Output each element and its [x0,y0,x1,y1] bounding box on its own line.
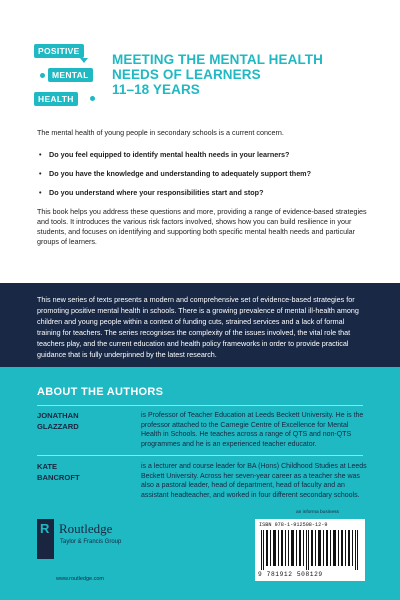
publisher-url: www.routledge.com [56,576,104,582]
publisher-name: Routledge [59,521,113,536]
logo-chip-positive: POSITIVE [34,44,84,58]
author-first-name: JONATHAN [37,411,79,420]
routledge-logo [37,519,54,559]
title-line-2: NEEDS OF LEARNERS [112,67,261,82]
informa-tagline: an informa business [296,510,339,515]
question-item [37,169,367,179]
series-description: This new series of texts presents a modern and comprehensive set of evidence-based strategies for promoting positive mental health in schools. There is a growing prevalence of mental ill-health among children and young people within a context of funding cuts, strained services and a lack of formal training for teachers. The series recognises the complexity of the issues involved, the vital role that teachers play, and the current education and health policy frameworks in order to provide practical guidance that is fully underpinned by the latest research. [37,295,359,359]
about-heading: ABOUT THE AUTHORS [37,386,164,398]
title-line-1: MEETING THE MENTAL HEALTH [112,52,323,67]
question-text: Do you have the knowledge and understanding to adequately support them? [49,169,311,178]
question-text: Do you understand where your responsibilities start and stop? [49,188,264,197]
author-last-name: BANCROFT [37,473,80,482]
bullet-icon: • [39,169,42,178]
author-first-name: KATE [37,462,58,471]
title-line-3: 11–18 YEARS [112,82,200,97]
intro-body: This book helps you address these questions and more, providing a range of evidence-based strategies and tools. It introduces the various risk factors involved, shows how you can build resilience in your students, and focuses on identifying and supporting both specific mental health needs and particular groups of learners. [37,207,367,246]
author-last-name: GLAZZARD [37,422,79,431]
bullet-icon: • [39,188,42,197]
barcode [255,519,365,581]
intro-lead: The mental health of young people in secondary schools is a current concern. [37,128,284,137]
bullet-icon: • [39,150,42,159]
speech-tail-icon [80,58,88,63]
cover-header [0,0,400,124]
question-item [37,150,367,160]
logo-chip-health: HEALTH [34,92,78,106]
author-name [37,461,127,483]
divider [37,455,363,456]
author-bio: is Professor of Teacher Education at Leeds Beckett University. He is the professor attached to the Carnegie Centre of Excellence for Mental Health in Schools. He teaches across a range of QTS and non-QTS programmes and he is an experienced teacher educator. [141,412,364,448]
question-text: Do you feel equipped to identify mental health needs in your learners? [49,150,290,159]
question-item [37,188,367,198]
divider [37,405,363,406]
dot-icon [40,73,45,78]
logo-chip-mental: MENTAL [48,68,93,82]
dot-icon [90,96,95,101]
barcode-bars [261,530,359,570]
barcode-digits: 9 781912 508129 [258,571,323,578]
series-band [0,283,400,367]
positive-mental-health-logo [34,44,96,110]
author-bio: is a lecturer and course leader for BA (Hons) Childhood Studies at Leeds Beckett University. Across her seven-year career as a teacher she was also a pastoral leader, head of department, head of faculty and an assistant headteacher, and worked in four different secondary schools. [141,463,367,499]
routledge-r-icon: R [40,521,50,536]
isbn-label: ISBN 978-1-912508-12-9 [259,522,328,528]
intro-section [37,128,367,247]
author-name [37,410,127,432]
book-title [112,52,382,97]
publisher-group: Taylor & Francis Group [60,539,122,545]
question-list [37,150,367,198]
